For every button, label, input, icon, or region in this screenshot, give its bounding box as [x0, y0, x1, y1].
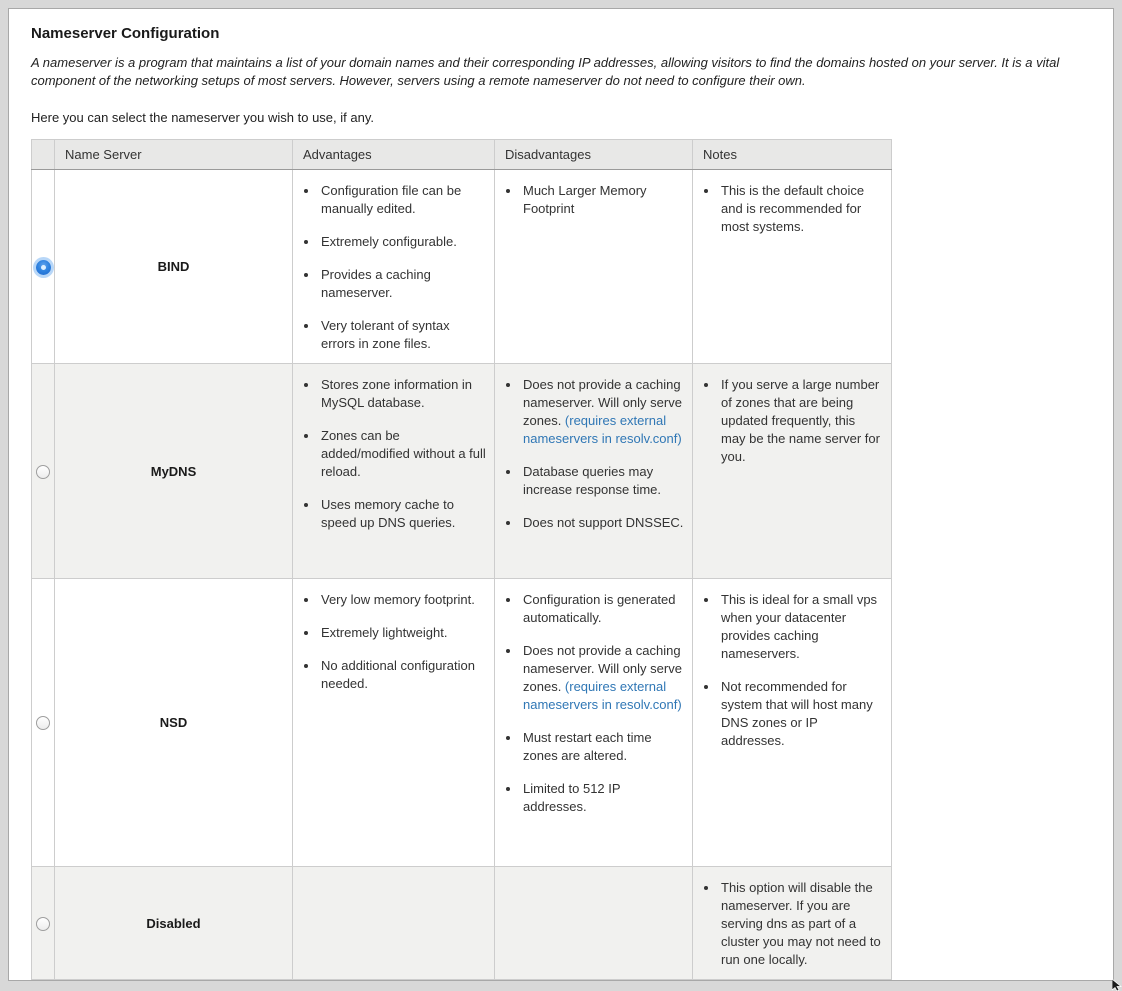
column-header-disadvantages: Disadvantages [495, 140, 693, 170]
nameserver-radio-nsd[interactable] [36, 716, 50, 730]
nameserver-table [31, 139, 892, 980]
bullet-item: • Provides a caching nameserver. [319, 266, 486, 302]
bullet-item: • Limited to 512 IP addresses. [521, 780, 684, 816]
advantages-cell [293, 170, 495, 364]
notes-cell [693, 364, 892, 579]
nameserver-radio-disabled[interactable] [36, 917, 50, 931]
radio-column-header [32, 140, 55, 170]
nameserver-name: MyDNS [55, 364, 293, 579]
advantages-cell [293, 579, 495, 867]
bullet-item: • This option will disable the nameserver. If you are serving dns as part of a cluster you may not need to run one locally. [719, 879, 883, 969]
bullet-item: • Database queries may increase response time. [521, 463, 684, 499]
notes-list [701, 879, 883, 969]
radio-cell [32, 867, 55, 980]
bullet-item: • Very low memory footprint. [319, 591, 486, 609]
radio-cell [32, 170, 55, 364]
bullet-item: • Must restart each time zones are altered. [521, 729, 684, 765]
disadvantages-cell [495, 170, 693, 364]
disadvantages-list [503, 591, 684, 816]
bullet-item: • Extremely configurable. [319, 233, 486, 251]
resolv-conf-link[interactable]: (requires external nameservers in resolv.conf) [523, 413, 682, 446]
nameserver-name: BIND [55, 170, 293, 364]
nameserver-radio-bind[interactable] [36, 260, 51, 275]
intro-text: A nameserver is a program that maintains a list of your domain names and their corresponding IP addresses, allowing visitors to find the domains hosted on your server. It is a vital component of the networking setups of most servers. However, servers using a remote nameserver do not need to configure their own. [31, 55, 1060, 88]
bullet-item: • Does not provide a caching nameserver. Will only serve zones. (requires external nameservers in resolv.conf) [521, 376, 684, 448]
mouse-cursor [1112, 979, 1122, 991]
table-header-row [32, 140, 892, 170]
bullet-item: • Configuration is generated automatically. [521, 591, 684, 627]
disadvantages-cell [495, 867, 693, 980]
column-header-advantages: Advantages [293, 140, 495, 170]
disadvantages-list [503, 182, 684, 218]
table-row [32, 579, 892, 867]
nameserver-name: NSD [55, 579, 293, 867]
table-row [32, 867, 892, 980]
notes-list [701, 376, 883, 466]
notes-cell [693, 170, 892, 364]
bullet-item: • Much Larger Memory Footprint [521, 182, 684, 218]
content-panel [8, 8, 1114, 981]
advantages-list [301, 182, 486, 353]
bullet-item: • Extremely lightweight. [319, 624, 486, 642]
disadvantages-cell [495, 579, 693, 867]
prompt-text: Here you can select the nameserver you wish to use, if any. [31, 110, 374, 125]
advantages-list [301, 591, 486, 693]
bullet-item: • Stores zone information in MySQL database. [319, 376, 486, 412]
column-header-notes: Notes [693, 140, 892, 170]
bullet-item: • Configuration file can be manually edited. [319, 182, 486, 218]
notes-cell [693, 867, 892, 980]
page-title: Nameserver Configuration [31, 25, 220, 42]
radio-cell [32, 364, 55, 579]
radio-cell [32, 579, 55, 867]
table-row [32, 364, 892, 579]
resolv-conf-link[interactable]: (requires external nameservers in resolv.conf) [523, 679, 682, 712]
bullet-item: • This is ideal for a small vps when your datacenter provides caching nameservers. [719, 591, 883, 663]
disadvantages-cell [495, 364, 693, 579]
bullet-item: • Uses memory cache to speed up DNS queries. [319, 496, 486, 532]
notes-list [701, 182, 883, 236]
notes-list [701, 591, 883, 750]
bullet-item: • Does not support DNSSEC. [521, 514, 684, 532]
bullet-item: • If you serve a large number of zones that are being updated frequently, this may be the name server for you. [719, 376, 883, 466]
advantages-cell [293, 364, 495, 579]
bullet-item: • No additional configuration needed. [319, 657, 486, 693]
nameserver-name: Disabled [55, 867, 293, 980]
column-header-name-server: Name Server [55, 140, 293, 170]
bullet-item: • Very tolerant of syntax errors in zone files. [319, 317, 486, 353]
bullet-item: • This is the default choice and is recommended for most systems. [719, 182, 883, 236]
nameserver-radio-mydns[interactable] [36, 465, 50, 479]
notes-cell [693, 579, 892, 867]
advantages-list [301, 376, 486, 532]
disadvantages-list [503, 376, 684, 532]
table-row [32, 170, 892, 364]
bullet-item: • Does not provide a caching nameserver. Will only serve zones. (requires external nameservers in resolv.conf) [521, 642, 684, 714]
advantages-cell [293, 867, 495, 980]
bullet-item: • Not recommended for system that will host many DNS zones or IP addresses. [719, 678, 883, 750]
bullet-item: • Zones can be added/modified without a full reload. [319, 427, 486, 481]
